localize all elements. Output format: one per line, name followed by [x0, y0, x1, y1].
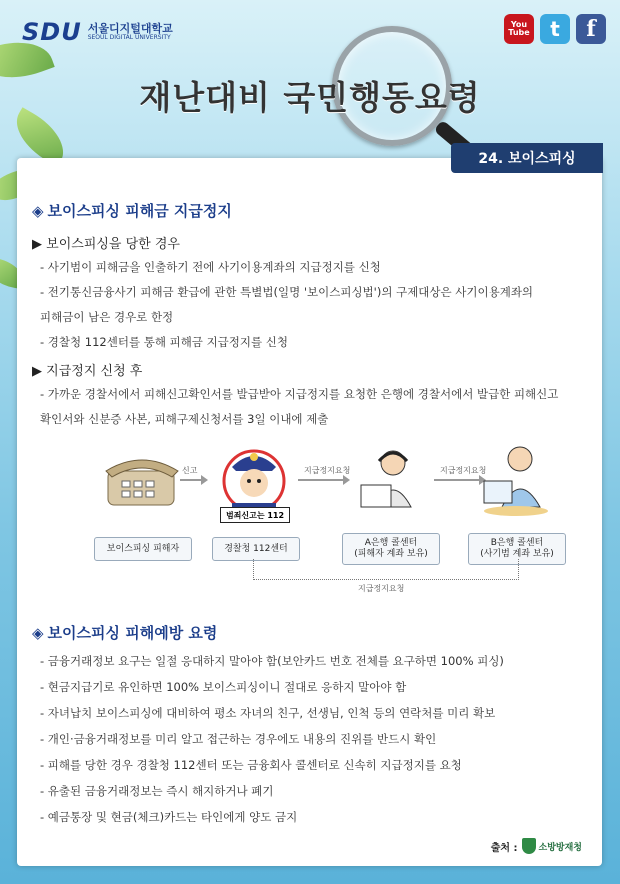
page-title: 재난대비 국민행동요령	[139, 78, 481, 117]
section-title-prevention: ◈ 보이스피싱 피해예방 요령	[32, 624, 218, 642]
agency-logo: 소방방재청	[522, 838, 582, 854]
label-police: 경찰청 112센터	[212, 537, 300, 561]
arrow	[180, 479, 202, 481]
arrow-label-stop-request: 지급정지요청	[304, 466, 351, 475]
dotted-connector	[253, 559, 519, 580]
label-bank-a: A은행 콜센터 (피해자 계좌 보유)	[342, 533, 440, 565]
youtube-icon[interactable]: You Tube	[504, 14, 534, 44]
list-item: 확인서와 신분증 사본, 피해구제신청서를 3일 이내에 제출	[40, 412, 329, 426]
topic-badge: 24. 보이스피싱	[451, 143, 603, 173]
list-item: - 경찰청 112센터를 통해 피해금 지급정지를 신청	[40, 335, 288, 349]
list-item: - 현금지급기로 유인하면 100% 보이스피싱이니 절대로 응하지 말아야 함	[40, 680, 407, 694]
subheading-after-request: ▶ 지급정지 신청 후	[32, 364, 143, 379]
list-item: - 자녀납치 보이스피싱에 대비하여 평소 자녀의 친구, 선생님, 인척 등의 연락처를 미리 확보	[40, 706, 496, 720]
logo-korean: 서울디지털대학교	[87, 21, 173, 35]
twitter-icon[interactable]: t	[540, 14, 570, 44]
arrow-label-report: 신고	[182, 466, 198, 475]
arrow	[434, 479, 480, 481]
list-item: - 피해를 당한 경우 경찰청 112센터 또는 금융회사 콜센터로 신속히 지급정지를 요청	[40, 758, 462, 772]
list-item: - 유출된 금융거래정보는 즉시 해지하거나 폐기	[40, 784, 274, 798]
list-item: - 가까운 경찰서에서 피해신고확인서를 발급받아 지급정지를 요청한 은행에 경찰서에서 발급한 피해신고	[40, 387, 559, 401]
content-card	[17, 158, 602, 866]
list-item: 피해금이 남은 경우로 한정	[40, 310, 174, 324]
process-diagram	[72, 443, 552, 603]
police-sign: 범죄신고는 112	[220, 507, 290, 523]
label-victim: 보이스피싱 피해자	[94, 537, 192, 561]
list-item: - 예금통장 및 현금(체크)카드는 타인에게 양도 금지	[40, 810, 298, 824]
arrow	[298, 479, 344, 481]
arrow-label-bottom: 지급정지요청	[358, 584, 405, 593]
arrow-label-stop-request: 지급정지요청	[440, 466, 487, 475]
telephone-icon	[102, 453, 182, 509]
shield-icon	[522, 838, 536, 854]
list-item: - 전기통신금융사기 피해금 환급에 관한 특별법(일명 '보이스피싱법')의 구제대상은 사기이용계좌의	[40, 285, 534, 299]
subheading-victim: ▶ 보이스피싱을 당한 경우	[32, 237, 180, 252]
source-credit: 출처 : 소방방재청	[491, 838, 582, 854]
logo-english: SEOUL DIGITAL UNIVERSITY	[87, 33, 171, 41]
section-title-stop-payment: ◈ 보이스피싱 피해금 지급정지	[32, 202, 232, 220]
diamond-icon: ◈	[32, 202, 44, 220]
list-item: - 금융거래정보 요구는 일절 응대하지 말아야 함(보안카드 번호 전체를 요구하면 100% 피싱)	[40, 654, 504, 668]
list-item: - 사기범이 피해금을 인출하기 전에 사기이용계좌의 지급정지를 신청	[40, 260, 381, 274]
university-logo[interactable]	[22, 18, 173, 46]
diamond-icon: ◈	[32, 624, 44, 642]
social-links	[504, 14, 606, 44]
label-bank-b: B은행 콜센터 (사기범 계좌 보유)	[468, 533, 566, 565]
logo-mark: SDU	[22, 18, 82, 46]
computer-operator-icon	[480, 443, 552, 517]
call-center-operator-icon	[357, 445, 427, 515]
facebook-icon[interactable]: f	[576, 14, 606, 44]
list-item: - 개인·금융거래정보를 미리 알고 접근하는 경우에도 내용의 진위를 반드시 확인	[40, 732, 437, 746]
